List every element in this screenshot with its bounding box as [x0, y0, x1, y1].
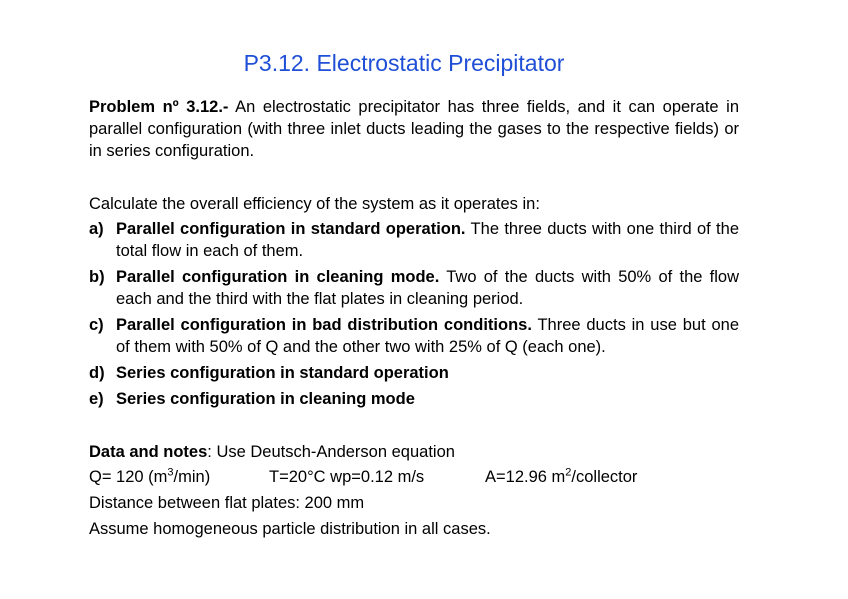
case-heading: Parallel configuration in cleaning mode.	[116, 268, 440, 286]
case-text: Two of the ducts with 50% of the flow each and the third with the flat plates in cleaning period.	[116, 268, 740, 308]
data-text: : Use Deutsch-Anderson equation	[207, 443, 455, 461]
data-label: Data and notes	[89, 443, 208, 461]
plate-distance: Distance between flat plates: 200 mm	[89, 494, 365, 512]
problem-label: Problem nº 3.12.-	[89, 98, 229, 116]
case-marker: d)	[89, 364, 105, 382]
assumption-note: Assume homogeneous particle distribution in all cases.	[89, 520, 491, 538]
case-item-a	[89, 218, 739, 262]
case-text: Three ducts in use but one of them with 50% of Q and the other two with 25% of Q (each one).	[116, 316, 739, 356]
case-heading: Parallel configuration in bad distribution conditions.	[116, 316, 532, 334]
case-heading: Parallel configuration in standard operation.	[116, 220, 466, 238]
case-heading: Series configuration in cleaning mode	[116, 390, 415, 408]
problem-statement	[89, 96, 739, 162]
case-marker: b)	[89, 268, 105, 286]
case-item-e	[89, 388, 739, 410]
flow-rate: Q= 120 $(m^3/\min)$	[89, 466, 211, 486]
page-title: P3.12. Electrostatic Precipitator	[243, 50, 565, 76]
data-notes-heading	[89, 441, 455, 463]
calculate-instruction: Calculate the overall efficiency of the system as it operates in:	[89, 195, 540, 213]
case-text: The three ducts with one third of the total flow in each of them.	[116, 220, 739, 260]
case-marker: c)	[89, 316, 104, 334]
case-item-b	[89, 266, 739, 310]
case-heading: Series configuration in standard operation	[116, 364, 449, 382]
parameters-line	[89, 466, 637, 488]
case-marker: e)	[89, 390, 104, 408]
case-item-c	[89, 314, 739, 358]
temperature-velocity: T=20°C wp=0.12 m/s	[269, 468, 425, 486]
cases-list	[89, 218, 739, 414]
collector-area: A=12.96 $m^2$/collector	[485, 466, 638, 486]
case-item-d	[89, 362, 739, 384]
problem-text: An electrostatic precipitator has three fields, and it can operate in parallel configuration (with three inlet ducts leading the gases to the respective fields) or in series configuration.	[89, 98, 740, 160]
case-marker: a)	[89, 220, 104, 238]
